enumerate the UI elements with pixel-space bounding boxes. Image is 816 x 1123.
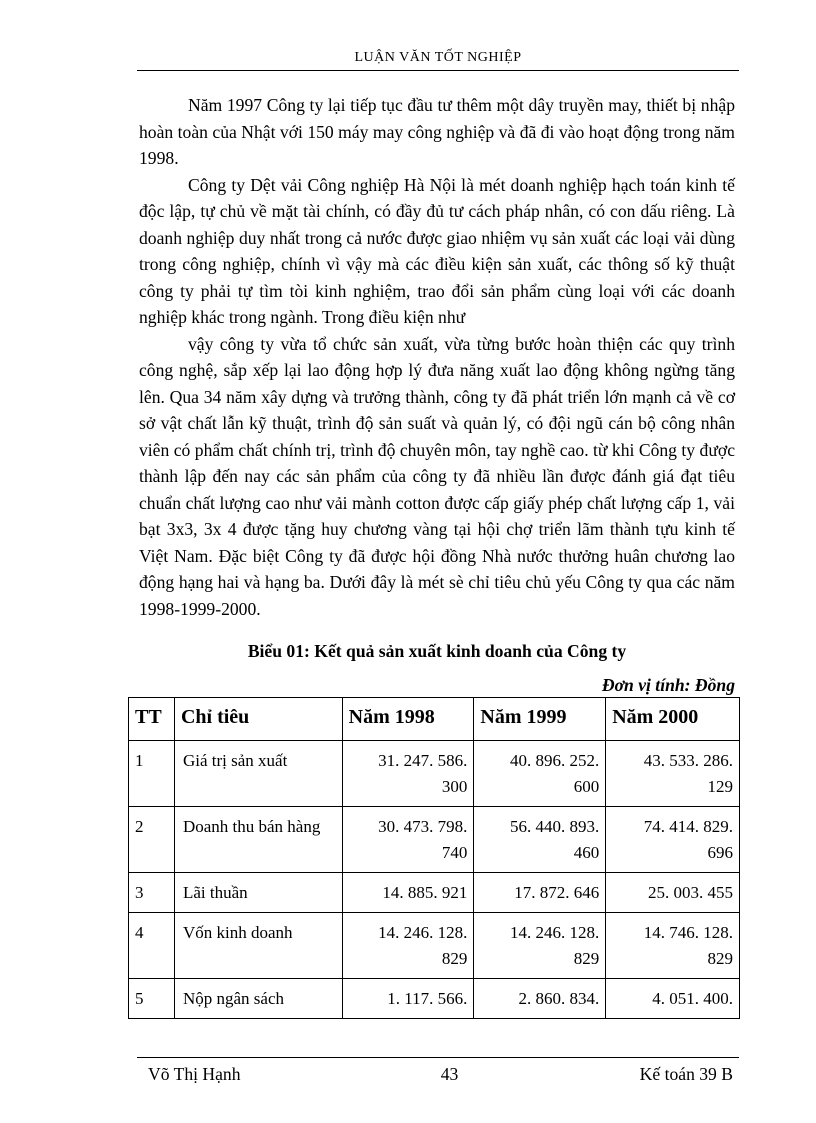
value-2000 bbox=[606, 741, 740, 807]
paragraph-3: vậy công ty vừa tổ chức sản xuất, vừa từng bước hoàn thiện các quy trình công nghệ, sắp xếp lại lao động hợp lý đưa năng xuất lao động không ngừng tăng lên. Qua 34 năm xây dựng và trưởng thành, công ty đã phát triển lớn mạnh cả về cơ sở vật chất lẫn kỹ thuật, trình độ sản suất và quản lý, có đội ngũ cán bộ công nhân viên có phẩm chất chính trị, trình độ chuyên môn, tay nghề cao. từ khi Công ty được thành lập đến nay các sản phẩm của công ty đã nhiều lần được đánh giá đạt tiêu chuẩn chất lượng cao như vải mành cotton được cấp giấy phép chất lượng cấp 1, vải bạt 3x3, 3x 4 được tặng huy chương vàng tại hội chợ triển lãm thành tựu kinh tế Việt Nam. Đặc biệt Công ty đã được hội đồng Nhà nước thưởng huân chương lao động hạng hai và hạng ba. Dưới đây là mét sè chỉ tiêu chủ yếu Công ty qua các năm 1998-1999-2000. bbox=[139, 333, 735, 619]
value-line: 31. 247. 586. bbox=[378, 751, 468, 770]
row-indicator: Giá trị sản xuất bbox=[174, 741, 342, 807]
value-1999 bbox=[474, 873, 606, 913]
row-number: 1 bbox=[129, 741, 175, 807]
value-line: 74. 414. 829. bbox=[643, 817, 733, 836]
footer-class: Kế toán 39 B bbox=[639, 1064, 733, 1084]
value-1999 bbox=[474, 979, 606, 1019]
value-2000 bbox=[606, 873, 740, 913]
col-header-tt: TT bbox=[129, 698, 175, 741]
value-line: 56. 440. 893. bbox=[509, 817, 600, 836]
row-number: 5 bbox=[129, 979, 175, 1019]
value-line: 14. 246. 128. bbox=[509, 923, 600, 942]
value-2000 bbox=[606, 807, 740, 873]
value-2000 bbox=[606, 979, 740, 1019]
table-row bbox=[129, 741, 740, 807]
value-line: 129 bbox=[707, 777, 733, 796]
table-row bbox=[129, 807, 740, 873]
row-indicator: Lãi thuần bbox=[174, 873, 342, 913]
row-indicator: Doanh thu bán hàng bbox=[174, 807, 342, 873]
value-line: 460 bbox=[573, 843, 600, 862]
value-line: 696 bbox=[707, 843, 733, 862]
row-indicator: Nộp ngân sách bbox=[174, 979, 342, 1019]
value-line: 1. 117. 566. bbox=[387, 989, 468, 1008]
col-header-1998: Năm 1998 bbox=[342, 698, 474, 741]
value-line: 829 bbox=[573, 949, 600, 968]
value-1998 bbox=[342, 873, 474, 913]
value-line: 14. 885. 921 bbox=[382, 883, 468, 902]
value-1999 bbox=[474, 807, 606, 873]
value-line: 17. 872. 646 bbox=[514, 883, 600, 902]
value-line: 2. 860. 834. bbox=[518, 989, 600, 1008]
paragraph-1: Năm 1997 Công ty lại tiếp tục đầu tư thêm một dây truyền may, thiết bị nhập hoàn toàn của Nhật với 150 máy may công nghiệp và đã đi vào hoạt động trong năm 1998. bbox=[139, 95, 735, 168]
value-line: 740 bbox=[441, 843, 468, 862]
col-header-1999: Năm 1999 bbox=[474, 698, 606, 741]
value-1999 bbox=[474, 913, 606, 979]
value-1998 bbox=[342, 807, 474, 873]
table-title: Biểu 01: Kết quả sản xuất kinh doanh của Công ty bbox=[247, 641, 627, 661]
results-table bbox=[128, 697, 740, 1019]
footer-divider bbox=[137, 1057, 739, 1058]
paragraph-2: Công ty Dệt vải Công nghiệp Hà Nội là mét doanh nghiệp hạch toán kinh tế độc lập, tự chủ về mặt tài chính, có đầy đủ tư cách pháp nhân, có con dấu riêng. Là doanh nghiệp duy nhất trong cả nước được giao nhiệm vụ sản xuất các loại vải dùng trong công nghiệp, chính vì vậy mà các điều kiện sản xuất, các thông số kỹ thuật công ty phải tự tìm tòi kinh nghiệm, trao đổi sản phẩm cùng loại với các doanh nghiệp khác trong ngành. Trong điều kiện như bbox=[139, 174, 735, 327]
col-header-2000: Năm 2000 bbox=[606, 698, 740, 741]
value-line: 40. 896. 252. bbox=[509, 751, 600, 770]
row-number: 3 bbox=[129, 873, 175, 913]
value-1998 bbox=[342, 741, 474, 807]
value-line: 30. 473. 798. bbox=[378, 817, 468, 836]
value-line: 25. 003. 455 bbox=[648, 883, 733, 902]
page-number: 43 bbox=[440, 1064, 459, 1084]
value-line: 43. 533. 286. bbox=[643, 751, 733, 770]
running-header: LUẬN VĂN TỐT NGHIỆP bbox=[354, 50, 522, 65]
value-1998 bbox=[342, 979, 474, 1019]
value-line: 4. 051. 400. bbox=[652, 989, 733, 1008]
value-1998 bbox=[342, 913, 474, 979]
value-line: 300 bbox=[441, 777, 468, 796]
body-text bbox=[139, 92, 735, 622]
table-row bbox=[129, 979, 740, 1019]
value-line: 829 bbox=[441, 949, 468, 968]
value-1999 bbox=[474, 741, 606, 807]
footer bbox=[137, 1064, 739, 1088]
col-header-indicator: Chỉ tiêu bbox=[174, 698, 342, 741]
value-line: 829 bbox=[707, 949, 733, 968]
value-line: 14. 746. 128. bbox=[643, 923, 733, 942]
footer-author: Võ Thị Hạnh bbox=[148, 1064, 241, 1084]
row-number: 2 bbox=[129, 807, 175, 873]
header-divider bbox=[137, 70, 739, 71]
row-indicator: Vốn kinh doanh bbox=[174, 913, 342, 979]
row-number: 4 bbox=[129, 913, 175, 979]
table-row bbox=[129, 873, 740, 913]
table-unit: Đơn vị tính: Đồng bbox=[601, 675, 735, 695]
table-row bbox=[129, 913, 740, 979]
table-header-row bbox=[129, 698, 740, 741]
value-line: 14. 246. 128. bbox=[378, 923, 468, 942]
value-2000 bbox=[606, 913, 740, 979]
value-line: 600 bbox=[573, 777, 600, 796]
